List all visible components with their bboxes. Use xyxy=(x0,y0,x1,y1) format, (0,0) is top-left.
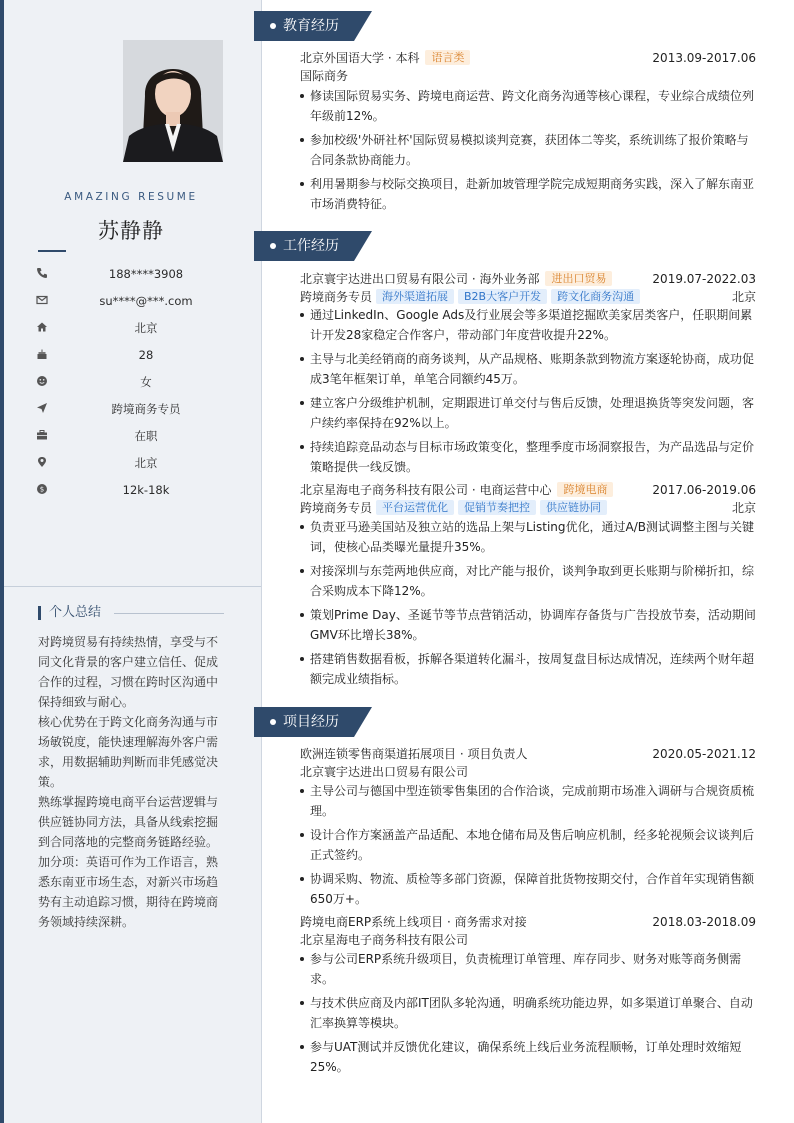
avatar xyxy=(123,40,223,162)
name-underline xyxy=(38,250,66,252)
project-bullet: 协调采购、物流、质检等多部门资源，保障首批货物按期交付，合作首年实现销售额650万+。 xyxy=(300,869,756,909)
job-bullet: 持续追踪竞品动态与目标市场政策变化，整理季度市场洞察报告，为产品选品与定价策略提供一线反馈。 xyxy=(300,437,756,477)
job-bullet: 策划Prime Day、圣诞节等节点营销活动，协调库存备货与广告投放节奏，活动期间GMV环比增长38%。 xyxy=(300,605,756,645)
section-header-projects xyxy=(254,707,372,737)
skill-tag: 跨文化商务沟通 xyxy=(551,289,640,304)
job-header xyxy=(300,270,756,288)
info-phone: 188****3908 xyxy=(36,264,236,284)
summary-paragraph: 加分项：英语可作为工作语言，熟悉东南亚市场生态，对新兴市场趋势有主动追踪习惯，期待在跨境商务领域持续深耕。 xyxy=(38,855,219,929)
summary-paragraph: 对跨境贸易有持续热情，享受与不同文化背景的客户建立信任、促成合作的过程，习惯在跨时区沟通中保持细致与耐心。 xyxy=(38,635,219,709)
industry-badge: 跨境电商 xyxy=(557,482,613,497)
project-org-row xyxy=(300,763,756,781)
sidebar-divider xyxy=(4,586,261,587)
info-gender: 女 xyxy=(36,372,236,392)
education-bullet: 利用暑期参与校际交换项目，赴新加坡管理学院完成短期商务实践，深入了解东南亚市场消费特征。 xyxy=(300,174,756,214)
send-icon xyxy=(36,402,48,414)
project-bullet: 主导公司与德国中型连锁零售集团的合作洽谈，完成前期市场准入调研与合规资质梳理。 xyxy=(300,781,756,821)
school-name: 北京外国语大学 · 本科 xyxy=(300,51,420,65)
skill-tag: 促销节奏把控 xyxy=(458,500,536,515)
job-role-row xyxy=(300,499,756,517)
project-bullet: 设计合作方案涵盖产品适配、本地仓储布局及售后响应机制，经多轮视频会议谈判后正式签约。 xyxy=(300,825,756,865)
section-header-work xyxy=(254,231,372,261)
project-date: 2020.05-2021.12 xyxy=(652,747,756,761)
job-city: 北京 xyxy=(731,290,756,304)
job-date: 2019.07-2022.03 xyxy=(652,272,756,286)
job-header xyxy=(300,481,756,499)
project-header xyxy=(300,913,756,931)
location-icon xyxy=(36,456,48,468)
main-content xyxy=(262,0,794,1123)
category-badge: 语言类 xyxy=(425,50,470,65)
project-org: 北京星海电子商务科技有限公司 xyxy=(300,933,469,947)
job-city: 北京 xyxy=(731,501,756,515)
education-header xyxy=(300,49,756,67)
company-name: 北京星海电子商务科技有限公司 · 电商运营中心 xyxy=(300,483,552,497)
major-row xyxy=(300,67,756,85)
resume-subtitle: AMAZING RESUME xyxy=(64,191,198,203)
project-org: 北京寰宇达进出口贸易有限公司 xyxy=(300,765,469,779)
project-name: 跨境电商ERP系统上线项目 · 商务需求对接 xyxy=(300,915,527,929)
job-bullet: 主导与北美经销商的商务谈判，从产品规格、账期条款到物流方案逐轮协商，成功促成3笔年框架订单，单笔合同额约45万。 xyxy=(300,349,756,389)
skill-tag: 平台运营优化 xyxy=(376,500,454,515)
briefcase-icon xyxy=(36,429,48,441)
project-org-row xyxy=(300,931,756,949)
summary-paragraph: 熟练掌握跨境电商平台运营逻辑与供应链协同方法，具备从线索挖掘到合同落地的完整商务链路经验。 xyxy=(38,795,219,849)
info-salary: $ 12k-18k xyxy=(36,480,236,500)
info-email: su****@***.com xyxy=(36,291,236,311)
skill-tag: 海外渠道拓展 xyxy=(376,289,454,304)
section-title: 教育经历 xyxy=(283,18,339,34)
job-bullet: 对接深圳与东莞两地供应商，对比产能与报价，谈判争取到更长账期与阶梯折扣，综合采购成本下降12%。 xyxy=(300,561,756,601)
smile-icon xyxy=(36,375,48,387)
job-date: 2017.06-2019.06 xyxy=(652,483,756,497)
summary-paragraph: 核心优势在于跨文化商务沟通与市场敏锐度，能快速理解海外客户需求，用数据辅助判断而非凭感觉决策。 xyxy=(38,715,219,789)
summary-text xyxy=(38,632,222,932)
sidebar xyxy=(0,0,262,1123)
summary-title: 个人总结 xyxy=(49,605,102,620)
money-icon xyxy=(36,483,48,495)
job-bullet: 建立客户分级维护机制，定期跟进订单交付与售后反馈，处理退换货等突发问题，客户续约率保持在92%以上。 xyxy=(300,393,756,433)
job-bullet: 负责亚马逊美国站及独立站的选品上架与Listing优化，通过A/B测试调整主图与关键词，使核心品类曝光量提升35%。 xyxy=(300,517,756,557)
project-name: 欧洲连锁零售商渠道拓展项目 · 项目负责人 xyxy=(300,747,528,761)
phone-icon xyxy=(36,267,48,279)
job-role: 跨境商务专员 xyxy=(300,290,373,304)
skill-tag: B2B大客户开发 xyxy=(458,289,547,304)
skill-tag: 供应链协同 xyxy=(540,500,607,515)
project-bullet: 与技术供应商及内部IT团队多轮沟通，明确系统功能边界，如多渠道订单聚合、自动汇率换算等模块。 xyxy=(300,993,756,1033)
section-title: 工作经历 xyxy=(283,238,339,254)
job-role-row xyxy=(300,288,756,306)
info-status: 在职 xyxy=(36,426,236,446)
education-date: 2013.09-2017.06 xyxy=(652,51,756,65)
section-header-education xyxy=(254,11,372,41)
project-date: 2018.03-2018.09 xyxy=(652,915,756,929)
person-name: 苏静静 xyxy=(98,219,164,243)
mail-icon xyxy=(36,294,48,306)
company-name: 北京寰宇达进出口贸易有限公司 · 海外业务部 xyxy=(300,272,540,286)
education-bullet: 修读国际贸易实务、跨境电商运营、跨文化商务沟通等核心课程，专业综合成绩位列年级前12%。 xyxy=(300,86,756,126)
info-home: 北京 xyxy=(36,318,236,338)
job-role: 跨境商务专员 xyxy=(300,501,373,515)
section-title: 项目经历 xyxy=(283,714,339,730)
info-location: 北京 xyxy=(36,453,236,473)
industry-badge: 进出口贸易 xyxy=(545,271,612,286)
job-bullet: 搭建销售数据看板，拆解各渠道转化漏斗，按周复盘目标达成情况，连续两个财年超额完成业绩指标。 xyxy=(300,649,756,689)
home-icon xyxy=(36,321,48,333)
svg-text:$: $ xyxy=(39,485,45,494)
info-age: 28 xyxy=(36,345,236,365)
cake-icon xyxy=(36,348,48,360)
project-bullet: 参与公司ERP系统升级项目，负责梳理订单管理、库存同步、财务对账等商务侧需求。 xyxy=(300,949,756,989)
project-bullet: 参与UAT测试并反馈优化建议，确保系统上线后业务流程顺畅，订单处理时效缩短25%。 xyxy=(300,1037,756,1077)
project-header xyxy=(300,745,756,763)
job-bullet: 通过LinkedIn、Google Ads及行业展会等多渠道挖掘欧美家居类客户，任职期间累计开发28家稳定合作客户，带动部门年度营收提升22%。 xyxy=(300,305,756,345)
sidebar-edge xyxy=(0,0,4,1123)
info-position: 跨境商务专员 xyxy=(36,399,236,419)
major: 国际商务 xyxy=(300,69,349,83)
summary-heading xyxy=(38,604,238,622)
education-bullet: 参加校级'外研社杯'国际贸易模拟谈判竞赛，获团体二等奖，系统训练了报价策略与合同条款协商能力。 xyxy=(300,130,756,170)
